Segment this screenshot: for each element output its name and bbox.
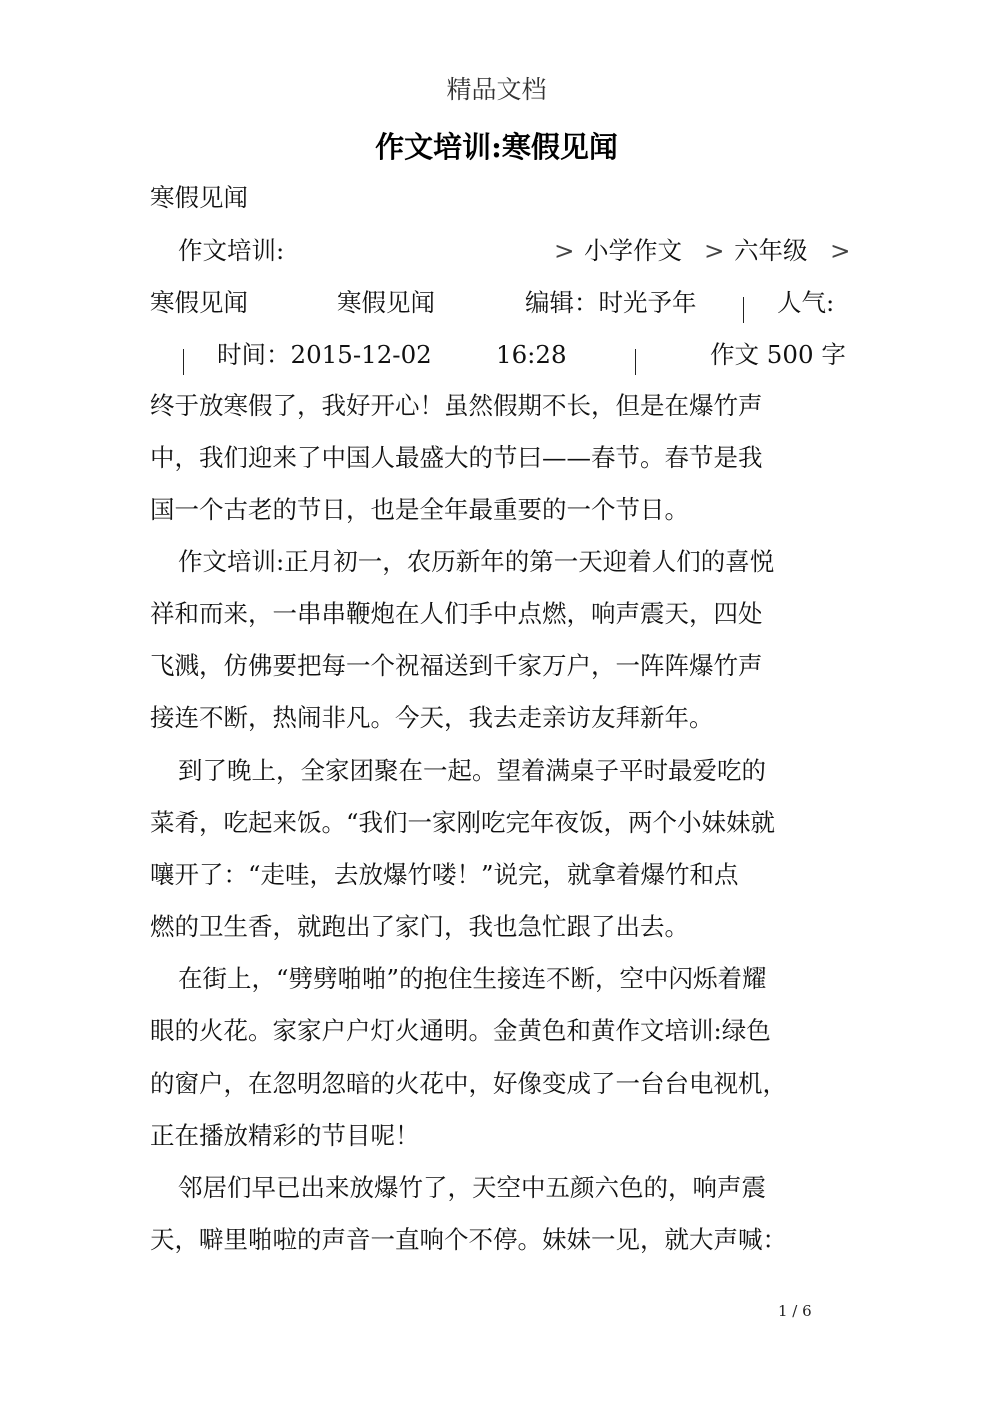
- body-line: 作文培训:正月初一，农历新年的第一天迎着人们的喜悦: [178, 547, 775, 576]
- document-title: 作文培训:寒假见闻: [375, 130, 618, 164]
- body-line: 飞溅，仿佛要把每一个祝福送到千家万户，一阵阵爆竹声: [150, 651, 763, 680]
- breadcrumb-item-grade-six[interactable]: 六年级: [734, 236, 808, 265]
- body-line: 中，我们迎来了中国人最盛大的节曰——春节。春节是我: [150, 443, 763, 472]
- time-clock: 16:28: [496, 340, 567, 369]
- body-line: 接连不断，热闹非凡。今天，我去走亲访友拜新年。: [150, 703, 714, 732]
- body-line: 祥和而来，一串串鞭炮在人们手中点燃，响声震天，四处: [150, 599, 763, 628]
- popularity-label: 人气:: [777, 288, 835, 317]
- divider: [743, 290, 744, 326]
- editor-label: 编辑：时光予年: [525, 288, 697, 317]
- chevron-right-icon: >: [830, 236, 851, 265]
- time-label: 时间：2015-12-02: [217, 340, 432, 369]
- article-title-repeat: 寒假见闻: [337, 288, 435, 317]
- body-line: 到了晚上，全家团聚在一起。望着满桌子平时最爱吃的: [178, 756, 766, 785]
- page-number: 1 / 6: [778, 1302, 812, 1320]
- breadcrumb-prefix: 作文培训:: [178, 236, 285, 265]
- body-line: 的窗户，在忽明忽暗的火花中，好像变成了一台台电视机，: [150, 1069, 787, 1098]
- body-line: 燃的卫生香，就跑出了家门，我也急忙跟了出去。: [150, 912, 689, 941]
- category-label: 作文 500 字: [710, 340, 846, 369]
- body-line: 邻居们早已出来放爆竹了，天空中五颜六色的，响声震: [178, 1173, 766, 1202]
- chevron-right-icon: >: [554, 236, 575, 265]
- breadcrumb-item-primary-essay[interactable]: 小学作文: [584, 236, 682, 265]
- page-header: 精品文档: [446, 75, 547, 104]
- body-line: 终于放寒假了，我好开心！虽然假期不长，但是在爆竹声: [150, 391, 763, 420]
- body-line: 正在播放精彩的节目呢！: [150, 1121, 420, 1150]
- body-line: 嚷开了：“走哇，去放爆竹喽！”说完，就拿着爆竹和点: [150, 860, 739, 889]
- body-line: 眼的火花。家家户户灯火通明。金黄色和黄作文培训:绿色: [150, 1016, 771, 1045]
- chevron-right-icon: >: [704, 236, 725, 265]
- divider: [183, 342, 184, 378]
- body-line: 国一个古老的节日，也是全年最重要的一个节日。: [150, 495, 689, 524]
- breadcrumb-item-winter-vacation[interactable]: 寒假见闻: [150, 288, 248, 317]
- divider: [635, 342, 636, 378]
- body-line: 菜肴，吃起来饭。“我们一家刚吃完年夜饭，两个小妹妹就: [150, 808, 776, 837]
- document-subtitle: 寒假见闻: [150, 183, 248, 212]
- body-line: 在街上，“劈劈啪啪”的抱住生接连不断，空中闪烁着耀: [178, 964, 767, 993]
- body-line: 天，噼里啪啦的声音一直响个不停。妹妹一见，就大声喊：: [150, 1225, 787, 1254]
